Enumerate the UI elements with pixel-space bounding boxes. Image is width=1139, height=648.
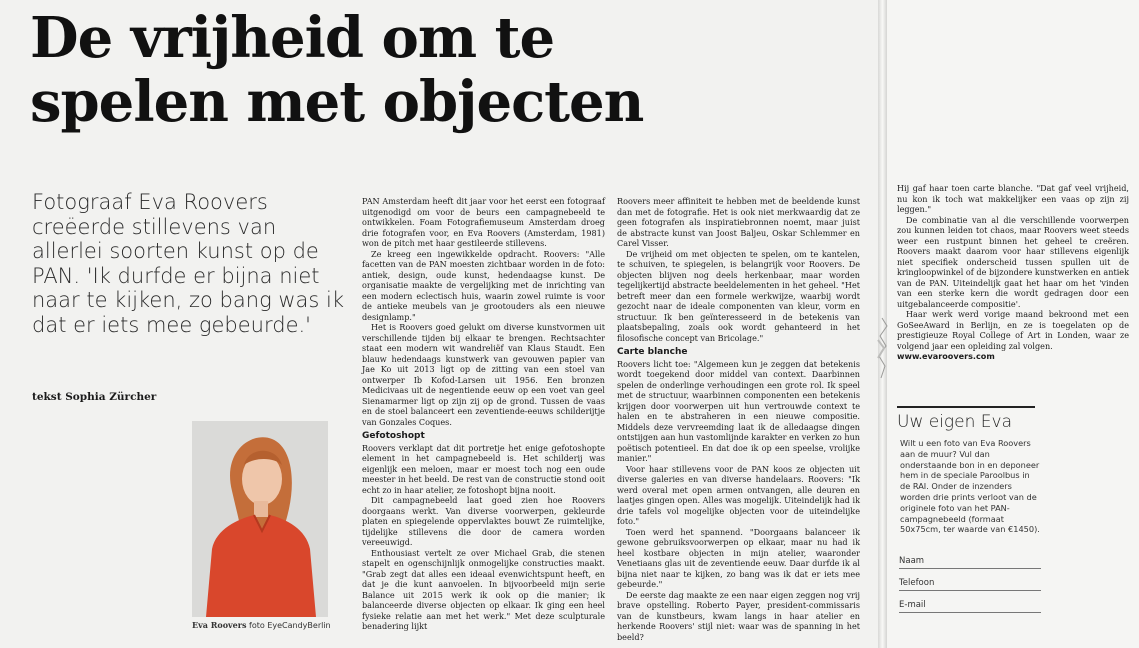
headline xyxy=(30,6,850,134)
website-url: www.evaroovers.com xyxy=(897,351,995,361)
portrait-illustration xyxy=(192,421,328,617)
torn-paper-icon xyxy=(874,318,892,378)
paragraph: Roovers meer affiniteit te hebben met de beeldende kunst dan met de fotografie. Het is ook niet merkwaardig dat ze geen fotografen als inspiratiebronnen noemt, maar juist de abstracte kunst van Joost Baljeu, Oskar Schlemmer en Carel Visser. xyxy=(617,196,860,248)
paragraph: Haar werk werd vorige maand bekroond met een GoSeeAward in Berlijn, en ze is toegelaten op de prestigieuze Royal College of Art in Londen, waar ze volgend jaar een opleiding zal volgen. xyxy=(897,309,1129,351)
paragraph: Roovers licht toe: "Algemeen kun je zeggen dat betekenis wordt toegekend door middel van context. Daarbinnen spelen de onderlinge verhoudingen een grote rol. Ik speel met de structuur, waarbinnen componenten een betekenis krijgen door voorwerpen uit hun vertrouwde context te halen en te abstraheren in een nieuwe compositie. Middels deze vervreemding laat ik de alledaagse dingen ontstijgen aan hun vastomlijnde karakter en verken zo hun poëtisch potentieel. En dat doe ik op een speelse, vrolijke manier." xyxy=(617,358,860,463)
article-column-1 xyxy=(362,196,605,636)
paragraph: Enthousiast vertelt ze over Michael Grab, die stenen stapelt en ogenschijnlijk onmogelijke constructies maakt. "Grab zegt dat alles een ideaal evenwichtspunt heeft, en dat je die kunt aanvoelen. In bijvoorbeeld mijn serie Balance uit 2015 werk ik ook op die manier; ik balanceerde diverse objecten op elkaar. Ik ging een heel fysieke relatie aan met het werk." Met deze sculpturale benadering lijkt xyxy=(362,547,605,631)
name-field: Naam xyxy=(899,556,1041,569)
article-column-3 xyxy=(897,183,1129,361)
caption-name: Eva Roovers xyxy=(192,620,247,630)
headline-line-1: De vrijheid om te xyxy=(30,5,555,71)
paragraph: De vrijheid om met objecten te spelen, om te kantelen, te schuiven, te spiegelen, is belangrijk voor Roovers. De objecten blijven nog deels herkenbaar, maar worden tegelijkertijd abstracte beeldelementen in het geheel. "Het betreft meer dan een formele werkwijze, waarbij wordt gezocht naar de ideale componenten van kleur, vorm en structuur. Ik ben geïnteresseerd in de betekenis van plaatsbepaling, zoals ook wordt gehanteerd in het filosofische concept van Bricolage." xyxy=(617,248,860,343)
paragraph: Roovers verklapt dat dit portretje het enige gefotoshopte element in het campagnebeeld is. Het schilderij was eigenlijk een meloen, maar er moest toch nog een oude meester in het beeld. De rest van de constructie stond ooit echt zo in haar atelier, ze fotoshopt bijna nooit. xyxy=(362,442,605,495)
paragraph: Ze kreeg een ingewikkelde opdracht. Roovers: "Alle facetten van de PAN moesten zichtbaar worden in de foto: antiek, design, oude kunst, hedendaagse kunst. De organisatie maakte de vergelijking met de inrichting van een modern eclectisch huis, waarin zowel ruimte is voor de antieke meubels van je grootouders als een nieuwe designlamp." xyxy=(362,248,605,322)
byline: tekst Sophia Zürcher xyxy=(32,391,157,403)
paragraph: Dit campagnebeeld laat goed zien hoe Roovers doorgaans werkt. Van diverse voorwerpen, gekleurde platen en spiegelende oppervlaktes bouwt Ze ruimtelijke, tijdelijke stillevens die door de camera worden vereeuwigd. xyxy=(362,495,605,547)
email-field: E-mail xyxy=(899,600,1041,613)
headline-line-2: spelen met objecten xyxy=(30,69,644,135)
subheading-gefotoshopt: Gefotoshopt xyxy=(362,431,425,441)
caption-credit: foto EyeCandyBerlin xyxy=(249,621,331,630)
paragraph: Toen werd het spannend. "Doorgaans balanceer ik gewone gebruiksvoorwerpen op elkaar, maar nu had ik heel kostbare objecten in mijn atelier, waaronder Venetiaans glas uit de zeventiende eeuw. Daar durfde ik al bijna niet naar te kijken, zo bang was ik dat er iets mee gebeurde." xyxy=(617,526,860,589)
box-title: Uw eigen Eva xyxy=(897,412,1012,432)
paragraph: De eerste dag maakte ze een naar eigen zeggen nog vrij brave opstelling. Roberto Payer, president-commissaris van de kunstbeurs, kwam langs in haar atelier en herkende Roovers' stijl niet: waar was de spanning in het beeld? xyxy=(617,589,860,642)
portrait-photo xyxy=(192,421,328,617)
subheading-carte-blanche: Carte blanche xyxy=(617,347,688,357)
paragraph: De combinatie van al die verschillende voorwerpen zou kunnen leiden tot chaos, maar Roovers weet steeds weer een rustpunt binnen het geheel te creëren. Roovers maakt daarom voor haar stillevens eigenlijk niet specifiek onderscheid tussen spullen uit de kringloopwinkel of de bijzondere kunstwerken en antiek van de PAN. Uiteindelijk gaat het haar om het 'vinden van een sterke kern die wordt gedragen door een uitgebalanceerde compositie'. xyxy=(897,214,1129,309)
paragraph: Het is Roovers goed gelukt om diverse kunstvormen uit verschillende tijden bij elkaar te brengen. Rechtsachter staat een modern wit wandreliëf van Klaus Staudt. Een blauw hedendaags kunstwerk van gevouwen papier van Jae Ko uit 2013 ligt op de zitting van een stoel van ontwerper Ib Kofod-Larsen uit 1956. Een bronzen Medicivaas uit de negentiende eeuw op een voet van geel Sienamarmer ligt op zijn zij op de grond. Tussen de vaas en de stoel balanceert een zeventiende-eeuws schilderijtje van Gonzales Coques. xyxy=(362,322,605,427)
paragraph: Voor haar stillevens voor de PAN koos ze objecten uit diverse galeries en van diverse handelaars. Roovers: "Ik werd overal met open armen ontvangen, alle deuren en laatjes gingen open. Alles was mogelijk. Uiteindelijk had ik drie tafels vol mogelijke objecten voor de uiteindelijke foto." xyxy=(617,463,860,526)
article-column-2 xyxy=(617,196,860,642)
box-divider xyxy=(897,406,1035,408)
phone-field: Telefoon xyxy=(899,578,1041,591)
box-text: Wilt u een foto van Eva Roovers aan de muur? Vul dan onderstaande bon in en deponeer hem in de speciale Paroolbus in de RAI. Onder de inzenders worden drie prints verloot van de originele foto van het PAN-campagnebeeld (formaat 50x75cm, ter waarde van €1450). xyxy=(900,438,1040,535)
intro-text: Fotograaf Eva Roovers creëerde stillevens van allerlei soorten kunst op de PAN. 'Ik durfde er bijna niet naar te kijken, zo bang was ik dat er iets mee gebeurde.' xyxy=(32,190,344,337)
paragraph: Hij gaf haar toen carte blanche. "Dat gaf veel vrijheid, nu kon ik toch wat makkelijker een vaas op zijn zij leggen." xyxy=(897,183,1129,214)
paragraph: PAN Amsterdam heeft dit jaar voor het eerst een fotograaf uitgenodigd om voor de beurs een campagnebeeld te ontwikkelen. Foam Fotografiemuseum Amsterdam droeg drie fotografen voor, en Eva Roovers (Amsterdam, 1981) won de pitch met haar gestileerde stillevens. xyxy=(362,196,605,248)
